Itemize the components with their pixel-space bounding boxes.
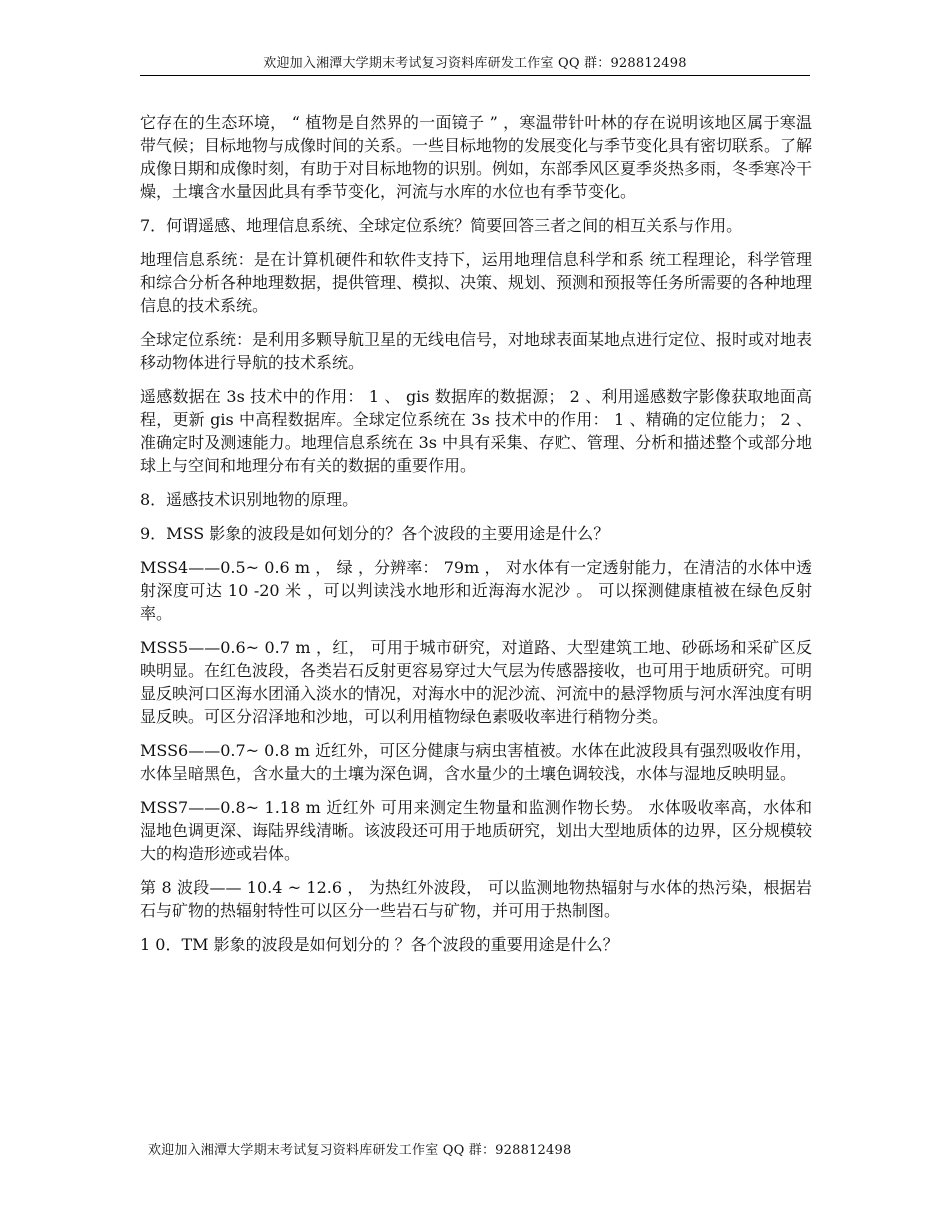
paragraph-3s-roles: 遥感数据在 3s 技术中的作用： 1 、 gis 数据库的数据源； 2 、利用遥感数字影像获取地面高程，更新 gis 中高程数据库。全球定位系统在 3s 技术中的作用： 1 、精确的定位能力； 2 、准确定时及测速能力。地理信息系统在 3s 中具有采集、存贮、管理、分析和描述整个或部分地球上与空间和地理分布有关的数据的重要作用。	[140, 387, 812, 475]
document-body	[140, 111, 812, 967]
question-7: 7．何谓遥感、地理信息系统、全球定位系统？简要回答三者之间的相互关系与作用。	[140, 216, 743, 235]
paragraph-mss5: MSS5——0.6~ 0.7 m ，红， 可用于城市研究，对道路、大型建筑工地、砂砾场和采矿区反映明显。在红色波段，各类岩石反射更容易穿过大气层为传感器接收，也可用于地质研究。可明显反映河口区海水团涌入淡水的情况，对海水中的泥沙流、河流中的悬浮物质与河水浑浊度有明显反映。可区分沼泽地和沙地，可以利用植物绿色素吸收率进行稍物分类。	[140, 638, 813, 726]
paragraph-mss7: MSS7——0.8~ 1.18 m 近红外 可用来测定生物量和监测作物长势。 水体吸收率高，水体和湿地色调更深、诲陆界线清晰。该波段还可用于地质研究，划出大型地质体的边界，区分规模较大的构造形迹或岩体。	[140, 798, 813, 863]
question-10: 1 0．TM 影象的波段是如何划分的 ？各个波段的重要用途是什么？	[140, 935, 619, 954]
paragraph-gis-definition: 地理信息系统：是在计算机硬件和软件支持下，运用地理信息科学和系 统工程理论，科学管理和综合分析各种地理数据，提供管理、模拟、决策、规划、预测和预报等任务所需要的各种地理信息的技术系统。	[140, 250, 813, 315]
page-footer: 欢迎加入湘潭大学期末考试复习资料库研发工作室 QQ 群：928812498	[148, 1143, 572, 1158]
paragraph-gps-definition: 全球定位系统：是利用多颗导航卫星的无线电信号，对地球表面某地点进行定位、报时或对地表移动物体进行导航的技术系统。	[140, 330, 813, 372]
paragraph-mss4: MSS4——0.5~ 0.6 m ， 绿 ，分辨率： 79m ， 对水体有一定透射能力，在清洁的水体中透射深度可达 10 -20 米 ，可以判读浅水地形和近海海水泥沙 。 可以探测健康植被在绿色反射率。	[140, 558, 812, 623]
page-header: 欢迎加入湘潭大学期末考试复习资料库研发工作室 QQ 群：928812498	[140, 55, 810, 76]
question-9: 9．MSS 影象的波段是如何划分的？各个波段的主要用途是什么？	[140, 524, 610, 543]
paragraph-ecology-context: 它存在的生态环境， “ 植物是自然界的一面镜子 ” ，寒温带针叶林的存在说明该地区属于寒温带气候；目标地物与成像时间的关系。一些目标地物的发展变化与季节变化具有密切联系。了解成像日期和成像时刻，有助于对目标地物的识别。例如，东部季风区夏季炎热多雨，冬季寒冷干燥，土壤含水量因此具有季节变化，河流与水库的水位也有季节变化。	[140, 113, 813, 201]
paragraph-mss6: MSS6——0.7~ 0.8 m 近红外，可区分健康与病虫害植被。水体在此波段具有强烈吸收作用，水体呈暗黑色，含水量大的土壤为深色调，含水量少的土壤色调较浅，水体与湿地反映明显。	[140, 741, 812, 783]
paragraph-band-8: 第 8 波段—— 10.4 ~ 12.6 ， 为热红外波段， 可以监测地物热辐射与水体的热污染，根据岩石与矿物的热辐射特性可以区分一些岩石与矿物，并可用于热制图。	[140, 878, 812, 920]
question-8: 8．遥感技术识别地物的原理。	[140, 490, 359, 509]
